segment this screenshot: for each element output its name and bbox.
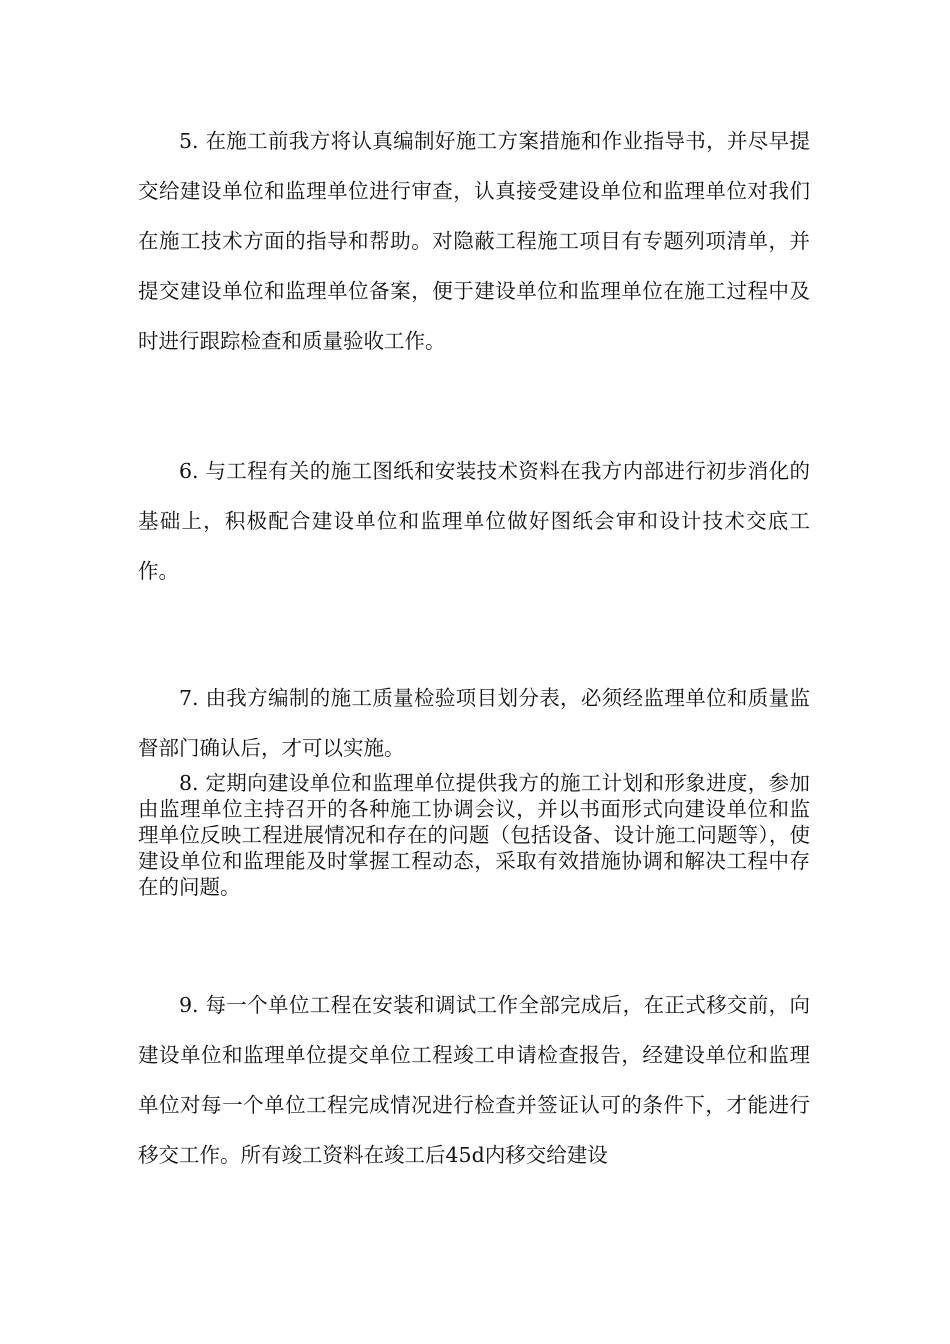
paragraph-text: 定期向建设单位和监理单位提供我方的施工计划和形象进度，参加由监理单位主持召开的各种施工协调会议，并以书面形式向建设单位和监理单位反映工程进展情况和存在的问题（包括设备、设计施工问题等），使建设单位和监理能及时掌握工程动态，采取有效措施协调和解决工程中存在的问题。 [138, 771, 810, 899]
paragraph-text: 与工程有关的施工图纸和安装技术资料在我方内部进行初步消化的基础上，积极配合建设单位和监理单位做好图纸会审和设计技术交底工作。 [138, 459, 810, 583]
paragraph-number: 9. [179, 993, 199, 1017]
paragraph-7 [138, 673, 810, 773]
paragraph-text: 由我方编制的施工质量检验项目划分表，必须经监理单位和质量监督部门确认后，才可以实施。 [138, 686, 810, 760]
paragraph-number: 5. [179, 129, 199, 153]
paragraph-6 [138, 446, 810, 596]
paragraph-9 [138, 980, 810, 1180]
paragraph-number: 7. [179, 686, 199, 710]
paragraph-number: 6. [179, 459, 199, 483]
paragraph-5 [138, 116, 810, 366]
paragraph-8 [138, 770, 810, 900]
paragraph-text: 在施工前我方将认真编制好施工方案措施和作业指导书，并尽早提交给建设单位和监理单位进行审查，认真接受建设单位和监理单位对我们在施工技术方面的指导和帮助。对隐蔽工程施工项目有专题列项清单，并提交建设单位和监理单位备案，便于建设单位和监理单位在施工过程中及时进行跟踪检查和质量验收工作。 [138, 129, 810, 353]
paragraph-number: 8. [179, 771, 199, 795]
paragraph-text: 每一个单位工程在安装和调试工作全部完成后，在正式移交前，向建设单位和监理单位提交单位工程竣工申请检查报告，经建设单位和监理单位对每一个单位工程完成情况进行检查并签证认可的条件下，才能进行移交工作。所有竣工资料在竣工后45d内移交给建设 [138, 993, 810, 1167]
